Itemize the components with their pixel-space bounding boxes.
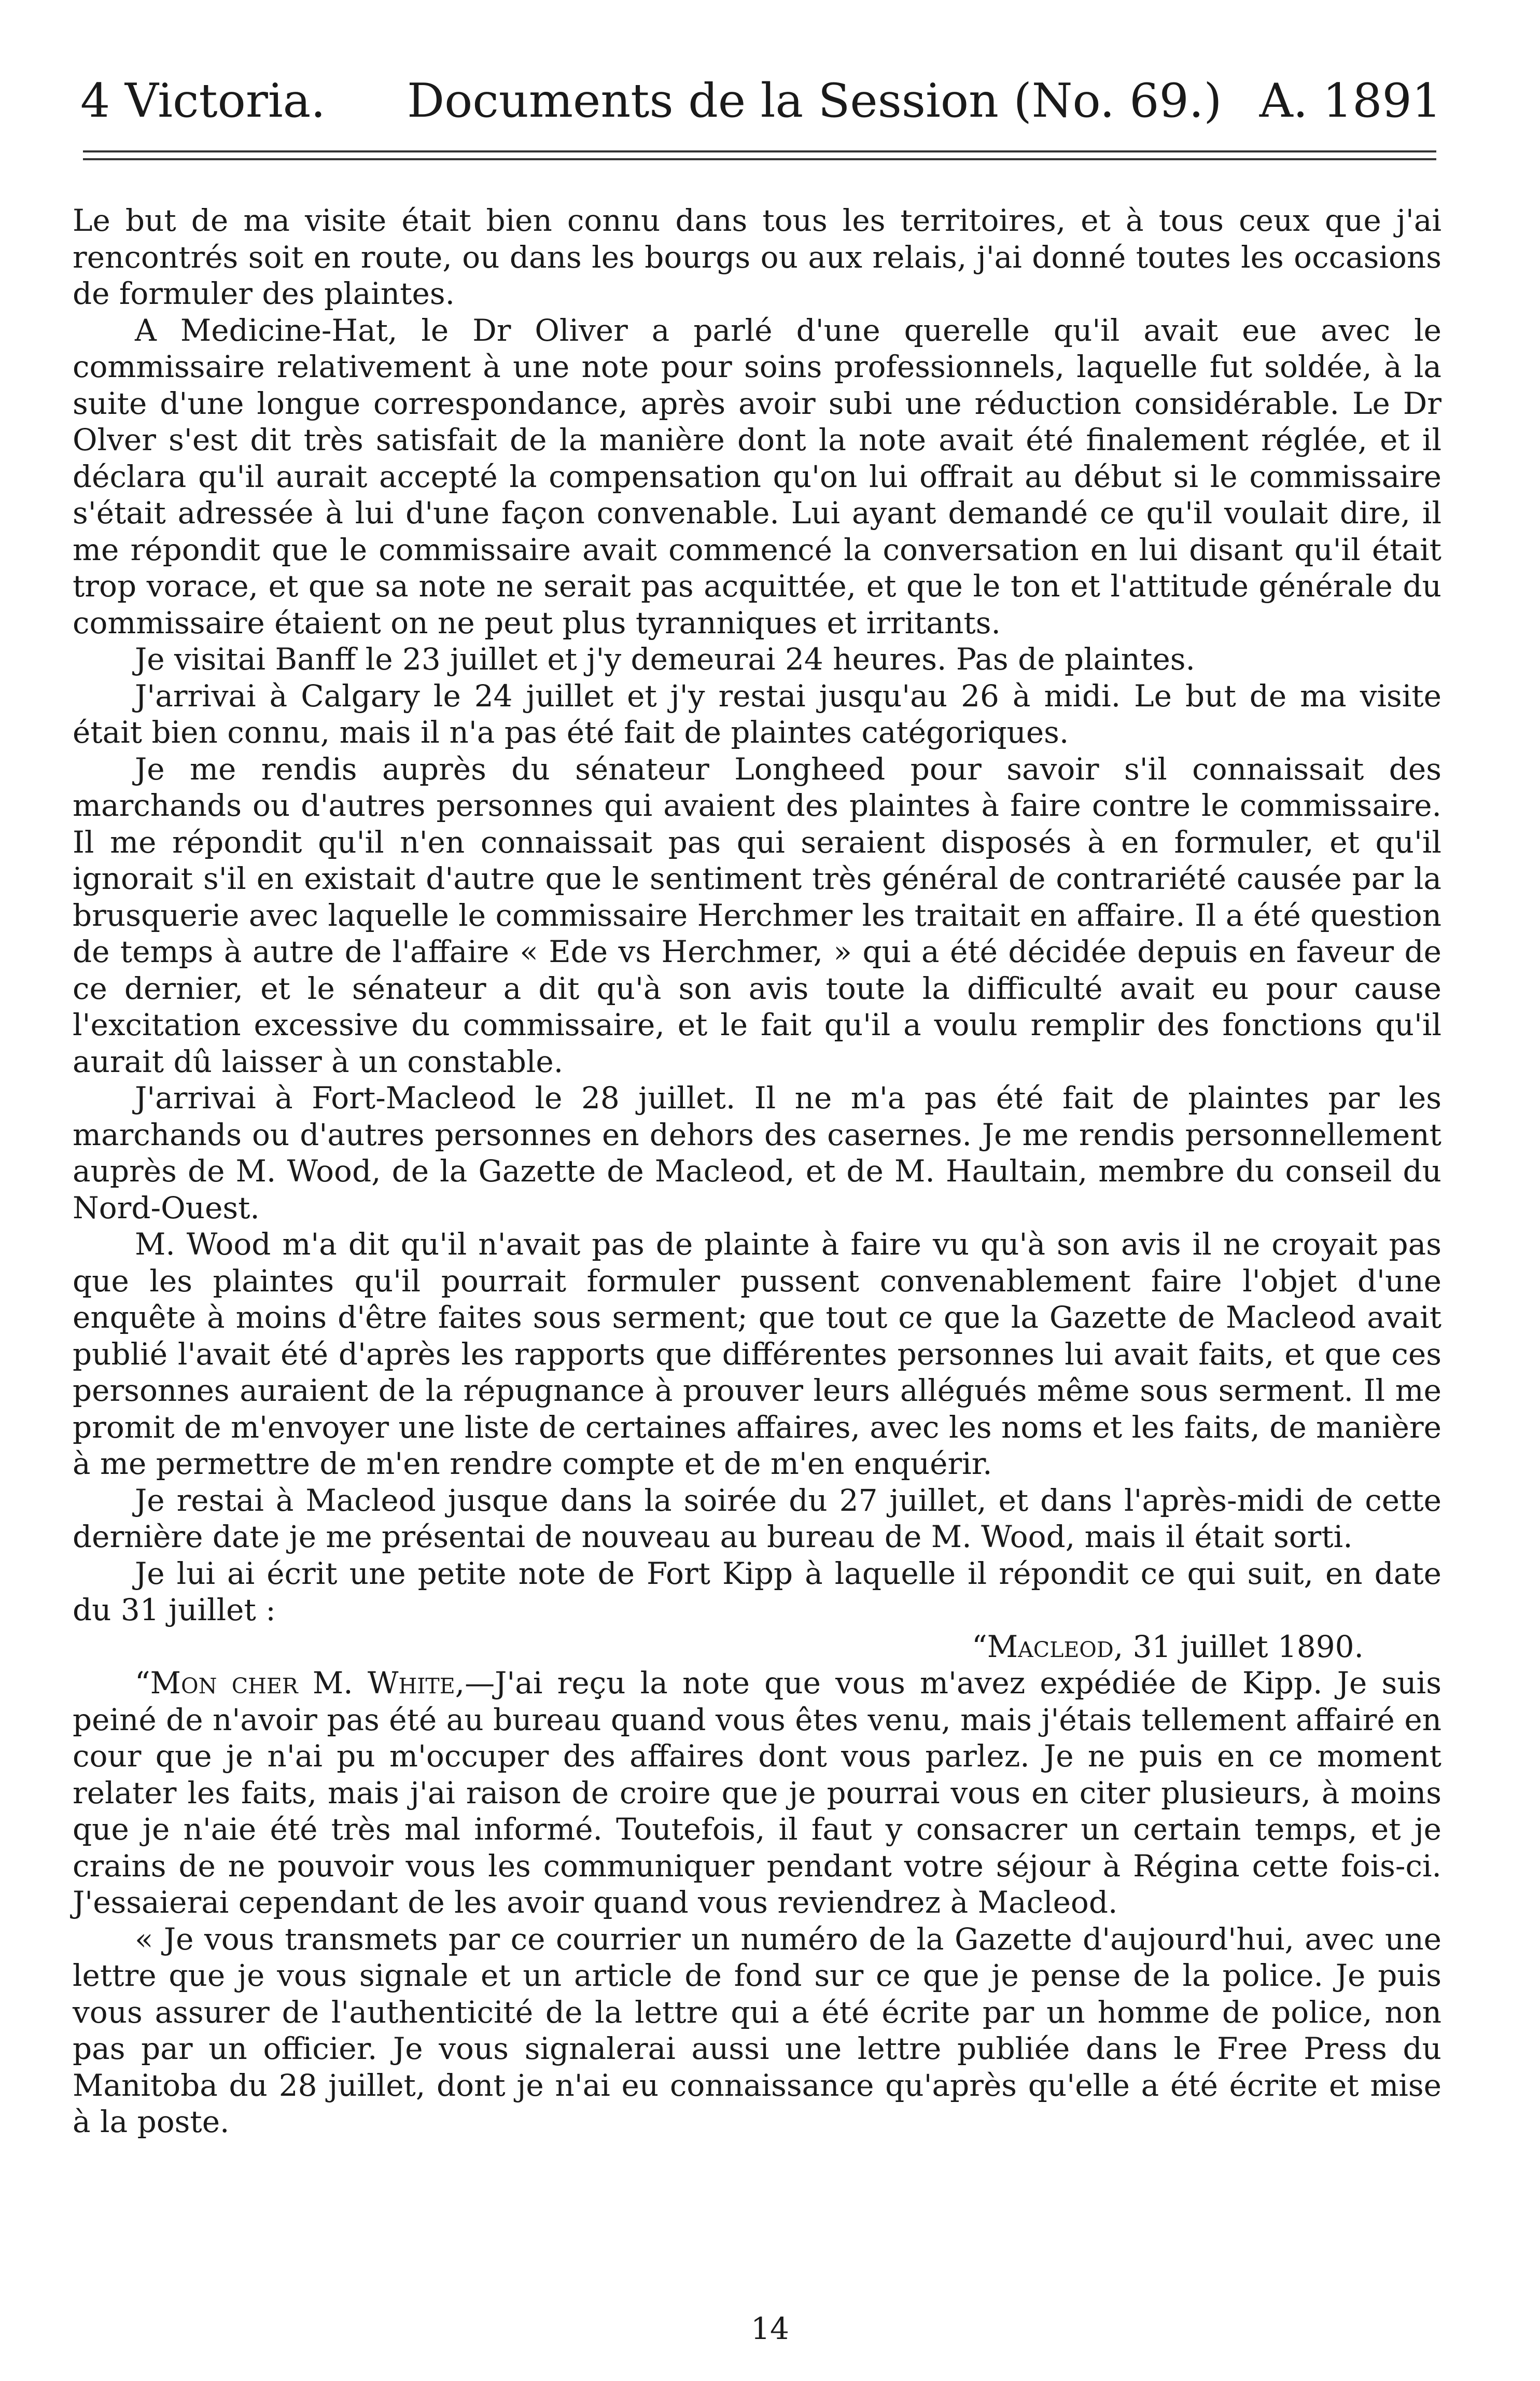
letter-paragraph: « Je vous transmets par ce courrier un numéro de la Gazette d'aujourd'hui, avec une lettre que je vous signale et un article de fond sur ce que je pense de la police. Je puis vous assurer de l'authenticité de la lettre qui a été écrite par un homme de police, non pas par un officier. Je vous signalerai aussi une lettre publiée dans le Free Press du Manitoba du 28 juillet, dont je n'ai eu connaissance qu'après qu'elle a été écrite et mise à la poste. xyxy=(73,1921,1441,2139)
dateline-date: , 31 juillet 1890. xyxy=(1113,1628,1364,1664)
paragraph: Je visitai Banff le 23 juillet et j'y demeurai 24 heures. Pas de plaintes. xyxy=(135,642,1195,677)
paragraph: Je restai à Macleod jusque dans la soirée du 27 juillet, et dans l'après-midi de cette dernière date je me présentai de nouveau au bureau de M. Wood, mais il était sorti. xyxy=(73,1482,1441,1554)
paragraph: M. Wood m'a dit qu'il n'avait pas de plainte à faire vu qu'à son avis il ne croyait pas que les plaintes qu'il pourrait formuler pussent convenablement faire l'objet d'une enquête à moins d'être faites sous serment; que tout ce que la Gazette de Macleod avait publié l'avait été d'après les rapports que différentes personnes lui avait faits, et que ces personnes auraient de la répugnance à prouver leurs allégués même sous serment. Il me promit de m'envoyer une liste de certaines affaires, avec les noms et les faits, de manière à me permettre de m'en rendre compte et de m'en enquérir. xyxy=(73,1227,1441,1481)
page-number: 14 xyxy=(751,2311,789,2346)
header-regnal-year: 4 Victoria. xyxy=(80,74,326,128)
letter-paragraph: “Mon cher M. White,—J'ai reçu la note que vous m'avez expédiée de Kipp. Je suis peiné de n'avoir pas été au bureau quand vous êtes venu, mais j'étais tellement affairé en cour que je n'ai pu m'occuper des affaires dont vous parlez. Je ne puis en ce moment relater les faits, mais j'ai raison de croire que je pourrai vous en citer plusieurs, à moins que je n'aie été très mal informé. Toutefois, il faut y consacrer un certain temps, et je crains de ne pouvoir vous les communiquer pendant votre séjour à Régina cette fois-ci. J'essaierai cependant de les avoir quand vous reviendrez à Macleod. xyxy=(73,1665,1441,1920)
paragraph: Je me rendis auprès du sénateur Longheed pour savoir s'il connaissait des marchands ou d'autres personnes qui avaient des plaintes à faire contre le commissaire. Il me répondit qu'il n'en connaissait pas qui seraient disposés à en formuler, et qu'il ignorait s'il en existait d'autre que le sentiment très général de contrariété causée par la brusquerie avec laquelle le commissaire Herchmer les traitait en affaire. Il a été question de temps à autre de l'affaire « Ede vs Herchmer, » qui a été décidée depuis en faveur de ce dernier, et le sénateur a dit qu'à son avis toute la difficulté avait eu pour cause l'excitation excessive du commissaire, et le fait qu'il a voulu remplir des fonctions qu'il aurait dû laisser à un constable. xyxy=(73,751,1441,1079)
letter-salutation: Mon cher M. White, xyxy=(150,1665,465,1701)
header-session-documents: Documents de la Session (No. 69.) xyxy=(407,74,1222,128)
header-rule-bottom xyxy=(83,158,1436,160)
paragraph: Le but de ma visite était bien connu dans tous les territoires, et à tous ceux que j'ai rencontrés soit en route, ou dans les bourgs ou aux relais, j'ai donné toutes les occasions de formuler des plaintes. xyxy=(73,203,1441,311)
paragraph: J'arrivai à Calgary le 24 juillet et j'y restai jusqu'au 26 à midi. Le but de ma visite était bien connu, mais il n'a pas été fait de plaintes catégoriques. xyxy=(73,678,1441,750)
paragraph: Je lui ai écrit une petite note de Fort Kipp à laquelle il répondit ce qui suit, en date du 31 juillet : xyxy=(73,1555,1441,1627)
running-header xyxy=(80,73,1441,130)
page-body xyxy=(73,202,1441,2140)
header-year: A. 1891 xyxy=(1259,74,1441,128)
letter-text: —J'ai reçu la note que vous m'avez expédiée de Kipp. Je suis peiné de n'avoir pas été au bureau quand vous êtes venu, mais j'étais tellement affairé en cour que je n'ai pu m'occuper des affaires dont vous parlez. Je ne puis en ce moment relater les faits, mais j'ai raison de croire que je pourrai vous en citer plusieurs, à moins que je n'aie été très mal informé. Toutefois, il faut y consacrer un certain temps, et je crains de ne pouvoir vous les communiquer pendant votre séjour à Régina cette fois-ci. J'essaierai cependant de les avoir quand vous reviendrez à Macleod. xyxy=(73,1665,1441,1920)
paragraph: A Medicine-Hat, le Dr Oliver a parlé d'une querelle qu'il avait eue avec le commissaire relativement à une note pour soins professionnels, laquelle fut soldée, à la suite d'une longue correspondance, après avoir subi une réduction considérable. Le Dr Olver s'est dit très satisfait de la manière dont la note avait été finalement réglée, et il déclara qu'il aurait accepté la compensation qu'on lui offrait au début si le commissaire s'était adressée à lui d'une façon convenable. Lui ayant demandé ce qu'il voulait dire, il me répondit que le commissaire avait commencé la conversation en lui disant qu'il était trop vorace, et que sa note ne serait pas acquittée, et que le ton et l'attitude générale du commissaire étaient on ne peut plus tyranniques et irritants. xyxy=(73,312,1441,640)
dateline-place: Macleod xyxy=(987,1628,1114,1664)
letter-dateline: “Macleod, 31 juillet 1890. xyxy=(972,1628,1364,1664)
header-rule-top xyxy=(83,150,1436,152)
paragraph: J'arrivai à Fort-Macleod le 28 juillet. Il ne m'a pas été fait de plaintes par les marchands ou d'autres personnes en dehors des casernes. Je me rendis personnellement auprès de M. Wood, de la Gazette de Macleod, et de M. Haultain, membre du conseil du Nord-Ouest. xyxy=(73,1080,1441,1226)
